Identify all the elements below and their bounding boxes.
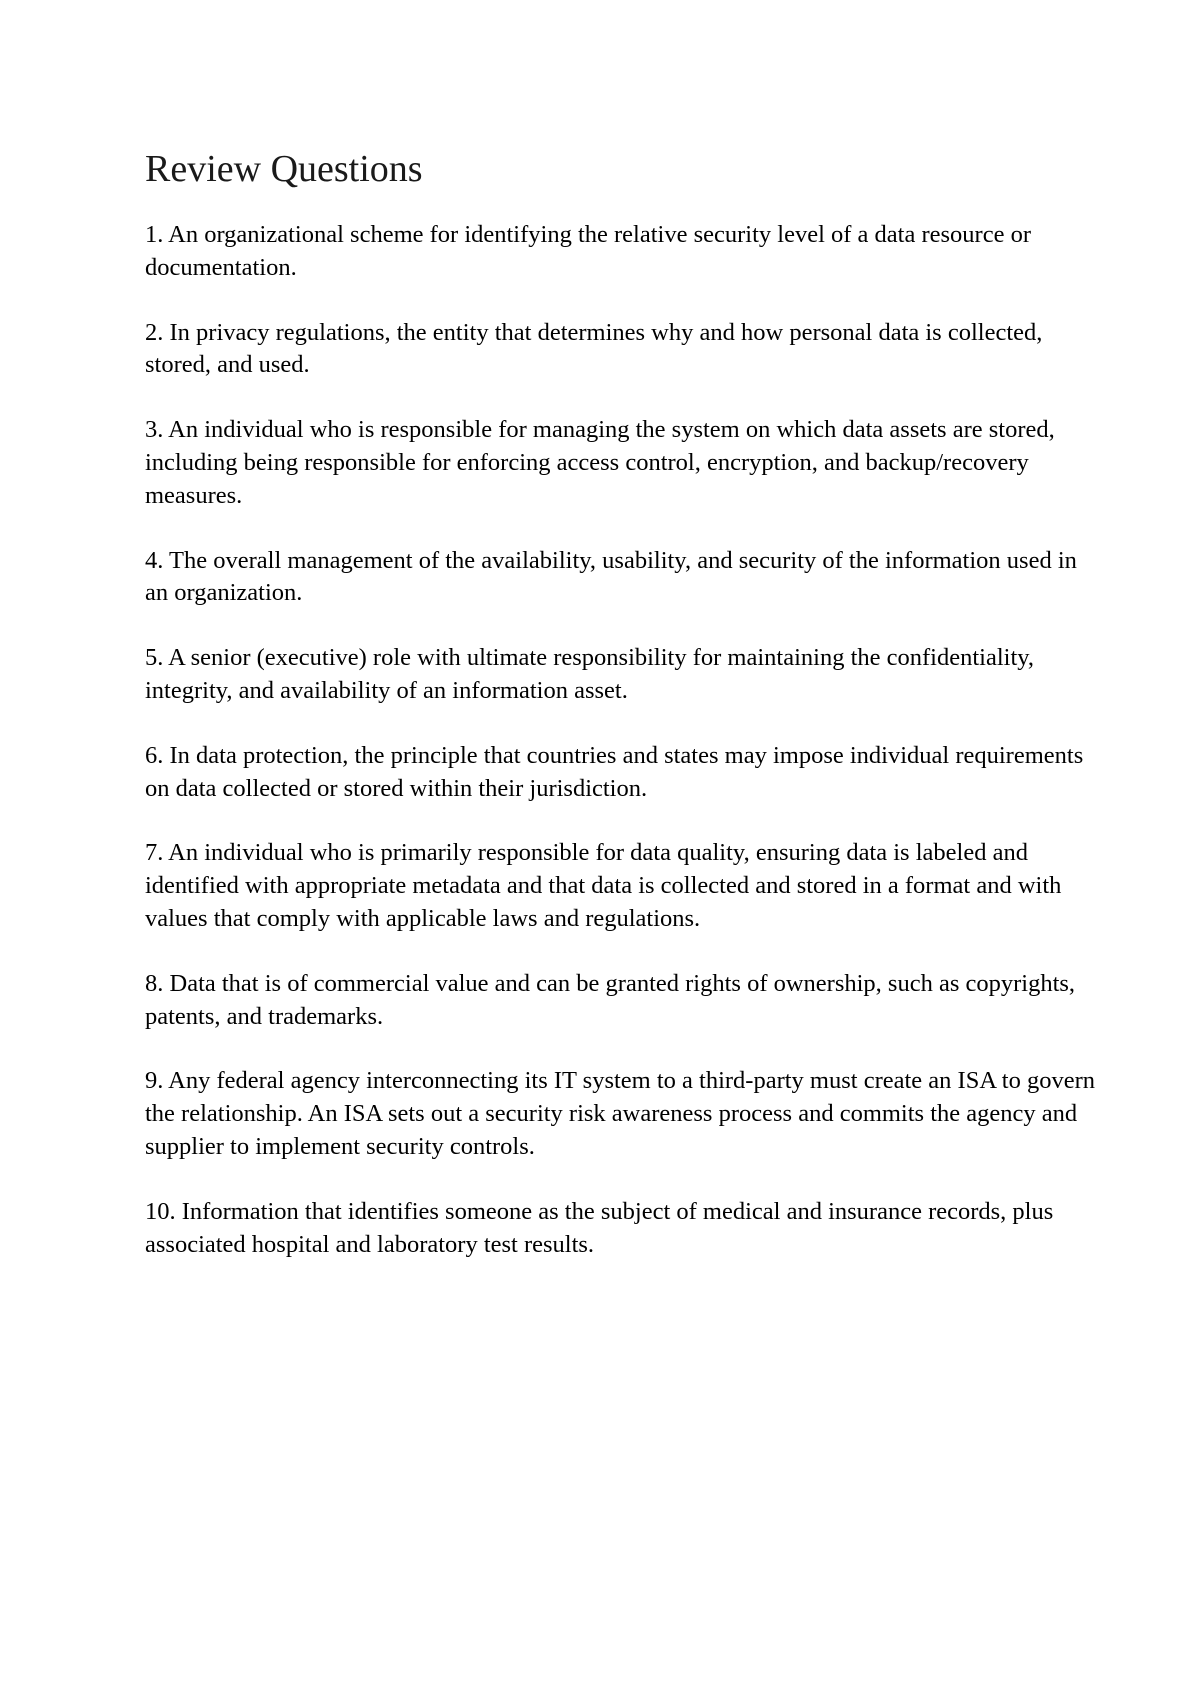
question-item: 6. In data protection, the principle that countries and states may impose individual requirements on data collected or stored within their jurisdiction. [145,741,1084,802]
question-item: 7. An individual who is primarily responsible for data quality, ensuring data is labeled and identified with appropriate metadata and that data is collected and stored in a format and with values that comply with applicable laws and regulations. [145,839,1062,932]
page-title: Review Questions [145,148,423,190]
question-list [145,219,1095,1261]
question-item: 5. A senior (executive) role with ultimate responsibility for maintaining the confidentiality, integrity, and availability of an information asset. [145,644,1035,704]
question-item: 10. Information that identifies someone as the subject of medical and insurance records, plus associated hospital and laboratory test results. [145,1197,1054,1258]
question-item: 2. In privacy regulations, the entity that determines why and how personal data is collected, stored, and used. [145,318,1043,379]
document-content [145,146,1095,1293]
question-item: 8. Data that is of commercial value and can be granted rights of ownership, such as copyrights, patents, and trademarks. [145,969,1076,1030]
question-item: 1. An organizational scheme for identifying the relative security level of a data resource or documentation. [145,221,1031,281]
question-item: 3. An individual who is responsible for managing the system on which data assets are stored, including being responsible for enforcing access control, encryption, and backup/recovery measures. [145,416,1055,509]
question-item: 4. The overall management of the availability, usability, and security of the information used in an organization. [145,546,1077,607]
question-item: 9. Any federal agency interconnecting its IT system to a third-party must create an ISA to govern the relationship. An ISA sets out a security risk awareness process and commits the agency and supplier to implement security controls. [145,1067,1096,1160]
